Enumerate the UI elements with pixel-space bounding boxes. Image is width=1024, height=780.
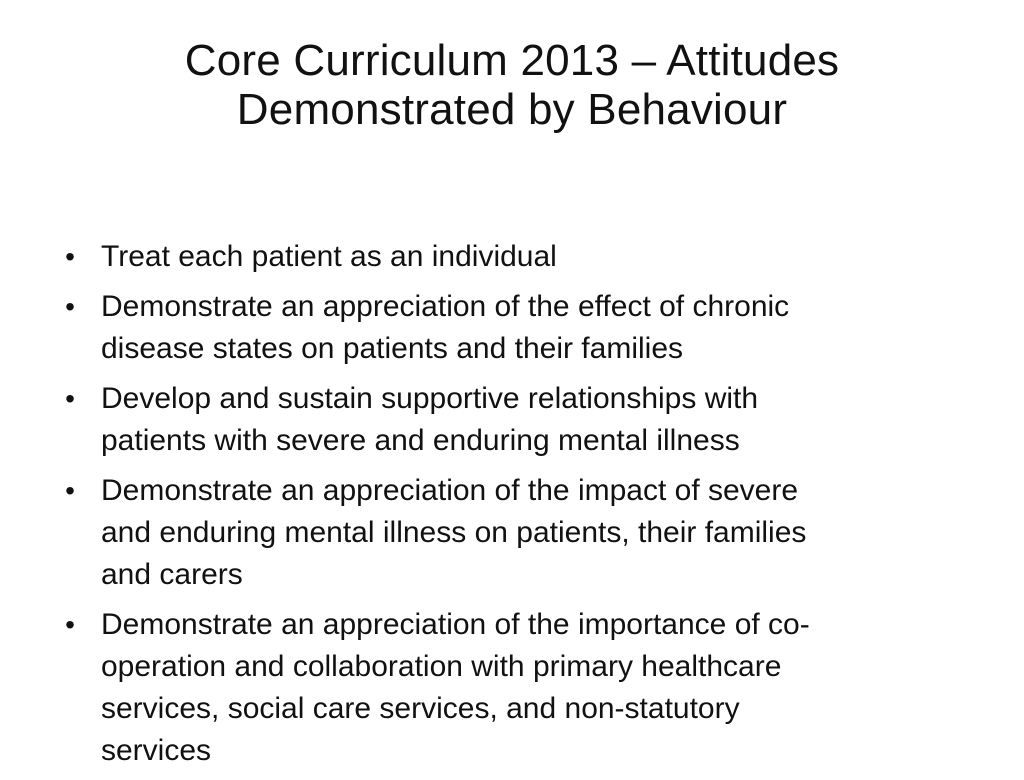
slide-title-line: Core Curriculum 2013 – Attitudes <box>184 36 840 85</box>
bullet-item <box>58 378 958 462</box>
bullet-item <box>58 604 958 772</box>
bullet-icon: • <box>65 241 75 272</box>
bullet-text-line: Treat each patient as an individual <box>101 240 557 273</box>
bullet-list <box>58 236 958 780</box>
bullet-item <box>58 470 958 596</box>
bullet-text-line: Develop and sustain supportive relationships with <box>101 382 759 415</box>
bullet-icon: • <box>65 383 75 414</box>
bullet-text-line: and enduring mental illness on patients, their families <box>101 516 807 549</box>
bullet-text-line: operation and collaboration with primary healthcare <box>101 650 782 683</box>
bullet-item <box>58 236 958 278</box>
slide-title-line: Demonstrated by Behaviour <box>236 85 788 134</box>
bullet-text-line: patients with severe and enduring mental illness <box>101 424 740 457</box>
bullet-text-line: services <box>101 734 212 767</box>
bullet-text-line: Demonstrate an appreciation of the importance of co- <box>101 608 810 641</box>
bullet-text-line: Demonstrate an appreciation of the effect of chronic <box>101 290 790 323</box>
bullet-text-line: disease states on patients and their families <box>101 332 683 365</box>
bullet-text-line: services, social care services, and non-statutory <box>101 692 740 725</box>
bullet-text-line: and carers <box>101 558 243 591</box>
bullet-icon: • <box>65 609 75 640</box>
slide-title <box>80 36 944 134</box>
bullet-icon: • <box>65 291 75 322</box>
bullet-item <box>58 286 958 370</box>
bullet-text-line: Demonstrate an appreciation of the impact of severe <box>101 474 799 507</box>
bullet-icon: • <box>65 475 75 506</box>
